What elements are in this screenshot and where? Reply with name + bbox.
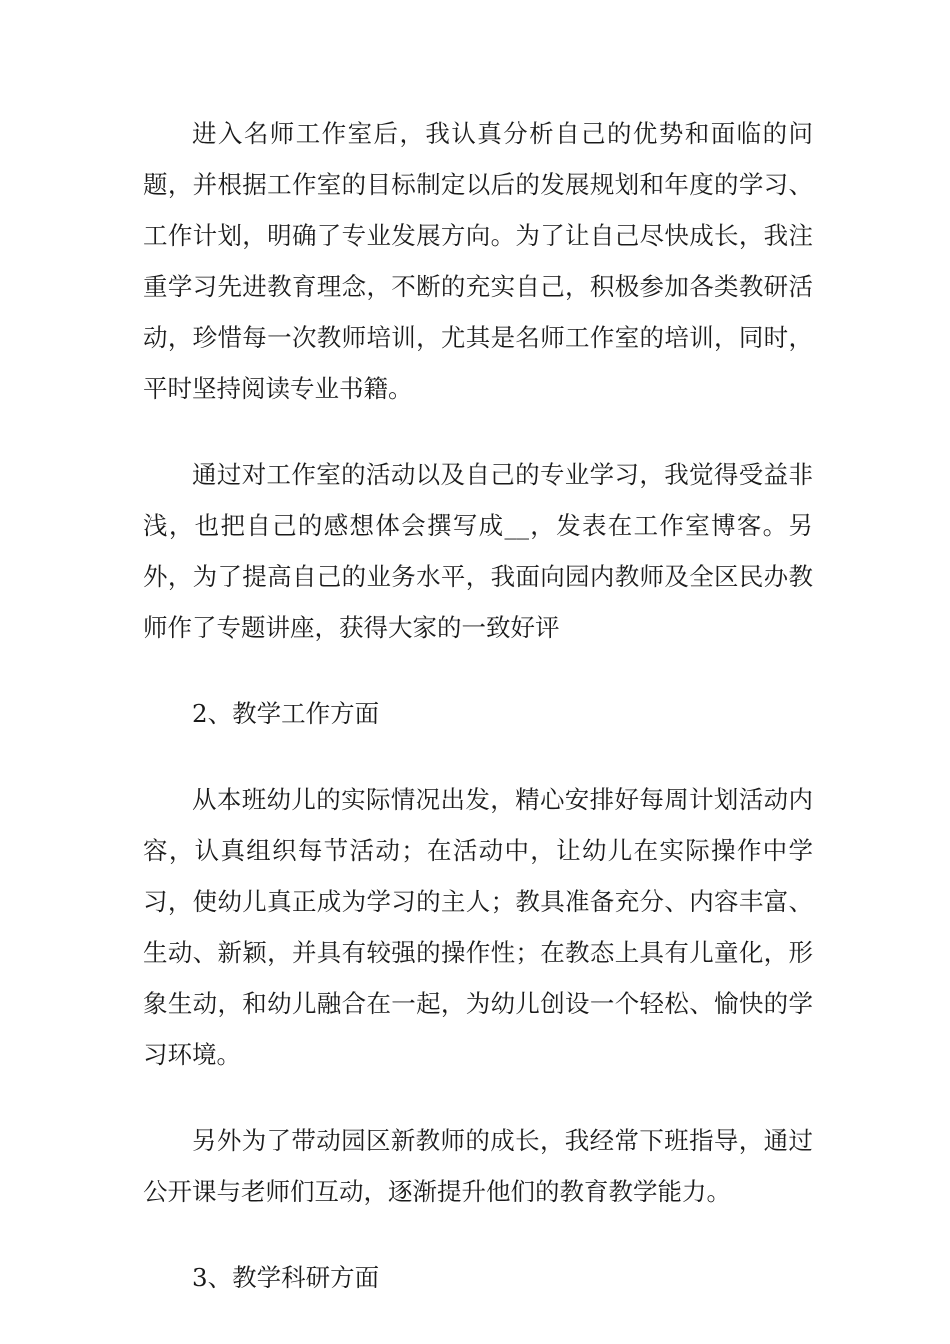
section-heading-teaching: 2、教学工作方面 xyxy=(192,699,380,728)
paragraph-studio-planning: 进入名师工作室后，我认真分析自己的优势和面临的问题，并根据工作室的目标制定以后的发展规划和年度的学习、工作计划，明确了专业发展方向。为了让自己尽快成长，我注重学习先进教育理念，不断的充实自己，积极参加各类教研活动，珍惜每一次教师培训，尤其是名师工作室的培训，同时，平时坚持阅读专业书籍。 xyxy=(143,119,813,403)
section-heading-research: 3、教学科研方面 xyxy=(192,1263,380,1292)
paragraph-new-teachers: 另外为了带动园区新教师的成长，我经常下班指导，通过公开课与老师们互动，逐渐提升他们的教育教学能力。 xyxy=(143,1126,813,1206)
document-body xyxy=(143,108,813,1338)
paragraph-teaching-work: 从本班幼儿的实际情况出发，精心安排好每周计划活动内容，认真组织每节活动；在活动中，让幼儿在实际操作中学习，使幼儿真正成为学习的主人；教具准备充分、内容丰富、生动、新颖，并具有较强的操作性；在教态上具有儿童化，形象生动，和幼儿融合在一起，为幼儿创设一个轻松、愉快的学习环境。 xyxy=(143,785,813,1069)
paragraph-studio-learning: 通过对工作室的活动以及自己的专业学习，我觉得受益非浅，也把自己的感想体会撰写成__，发表在工作室博客。另外，为了提高自己的业务水平，我面向园内教师及全区民办教师作了专题讲座，获得大家的一致好评 xyxy=(143,460,813,642)
